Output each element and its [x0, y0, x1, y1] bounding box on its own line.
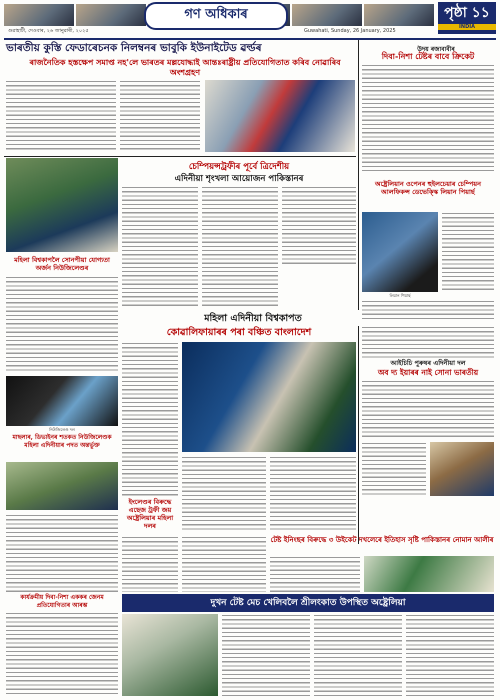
bottom-banner: [122, 594, 494, 612]
dateline-english: Guwahati, Sunday, 26 January, 2025: [304, 28, 396, 34]
wrestling-photo: [205, 80, 355, 152]
mahila-odi-body: [182, 456, 266, 532]
bottom-banner-body: [406, 614, 494, 696]
champions-body: [282, 186, 356, 266]
column-divider: [358, 326, 359, 544]
lead-body-text: [6, 80, 116, 152]
champions-subhead: এদিনীয়া শৃংখলা আয়োজন পাকিস্তানৰ: [174, 174, 304, 184]
page-number-badge: [438, 2, 496, 34]
wheelchair-body: [442, 212, 494, 292]
wheelchair-headline: অষ্ট্ৰেলিয়ান ওপেনৰ হুইলচেয়াৰ চেম্পিয়ন আলফিকন্স ডেভেক্স্কি লিয়ান পিয়াৰ্ছ: [375, 180, 481, 196]
mahila-odi-body: [122, 342, 178, 498]
right-top-body: [362, 64, 494, 174]
mahila-odi-body: [270, 456, 356, 532]
section-label: INDIA: [438, 24, 496, 30]
asian-body: [362, 380, 494, 440]
cricket-team-photo: [6, 158, 118, 252]
masthead-photo: [364, 4, 434, 26]
page-number: পৃষ্ঠা ১১: [444, 5, 490, 21]
right-top-headline: দিবা-নিশা টেষ্টৰ বাবে ক্ৰিকেট: [381, 51, 475, 61]
lead-headline: ভাৰতীয় কুস্তি ফেডাৰেচনক নিলম্বনৰ ভাবুকি ইউনাইটেড ৱৰ্ল্ডৰ: [6, 42, 262, 54]
bottom-banner-headline: দুখন টেষ্ট মেচ খেলিবলৈ শ্ৰীলংকাত উপস্থিত অষ্ট্ৰেলিয়া: [210, 598, 406, 608]
bottom-banner-body: [222, 614, 310, 696]
champions-body: [122, 186, 198, 306]
nz-women-photo: [6, 376, 118, 426]
nz-match-photo: [6, 462, 118, 510]
bottom-left-body: [6, 612, 118, 696]
champions-headline: চেম্পিয়ন্সট্ৰফীৰ পূৰ্বে ত্ৰিদেশীয়: [188, 162, 290, 172]
lead-subhead: ৰাজনৈতিক হস্তক্ষেপ সমাপ্ত নহ'লে ভাৰতৰ মল্লযোদ্ধাই আন্তঃৰাষ্ট্ৰীয় প্ৰতিযোগিতাত কৰিব নোৱাৰিব অংশগ্ৰহণ: [29, 57, 341, 77]
dateline-assamese: গুৱাহাটী, দেওবাৰ, ২৬ জানুৱাৰী, ২০২৫: [8, 28, 89, 34]
cricketer-portrait-photo: [430, 442, 494, 496]
newspaper-brand: গণ অধিকাৰ: [144, 2, 288, 30]
bottom-banner-body: [314, 614, 402, 696]
bottom-left-headline: কাৰ্যক্ৰমীয় দিবা-নিশা এককৰ জেনম প্ৰতিযোগিতাৰ আৰম্ভ: [20, 594, 104, 609]
noman-ali-photo: [364, 556, 494, 592]
masthead-photo: [4, 4, 74, 26]
nz-photo-caption: নিউজিলেণ্ড দল: [49, 427, 75, 432]
mid-right-body: [362, 326, 494, 358]
masthead-photo: [76, 4, 146, 26]
nz-headline: মাছলাৰ, ডিভাইনৰ শতকত নিউজিলেণ্ডক মহিলা এদিনীয়াৰ পদত অন্তৰ্ভুক্ত: [12, 434, 112, 449]
right-top-kicker: উদয় ৰজাবাবীৰ: [417, 46, 455, 53]
women-wc-body: [6, 276, 118, 372]
sri-lanka-team-photo: [122, 614, 218, 696]
mahila-odi-subhead: কোৱালিফায়াৰৰ পৰা বঞ্চিত বাংলাদেশ: [166, 327, 312, 338]
england-body: [122, 536, 178, 592]
nz-body: [6, 514, 118, 592]
champions-body: [202, 186, 278, 306]
women-wc-headline: মহিলা বিশ্বকাপলৈ সোনপীয়া যোগ্যতা অৰ্জন নিউজিলেণ্ডৰ: [14, 256, 110, 272]
wheelchair-photo-caption: লিয়ান পিয়াৰ্ছ: [389, 293, 411, 298]
england-body: [182, 536, 266, 592]
wheelchair-player-photo: [362, 212, 438, 292]
masthead-photo: [292, 4, 362, 26]
masthead: [4, 2, 496, 40]
asian-headline: অব দ্য ইয়াৰৰ নাই সোনা ভাৰতীয়: [377, 368, 479, 377]
test-player-body: [270, 556, 360, 592]
section-divider: [4, 156, 356, 157]
test-player-headline: টেষ্ট ইনিংছৰ বিৰুদ্ধে ৩ উইকেট দখলেৰে ইতিহাস সৃষ্টি পাকিস্তানৰ নোমান আলীৰ: [270, 535, 494, 544]
england-headline: ইংলেণ্ডৰ বিৰুদ্ধে এছেজ ট্ৰফী জয় অষ্ট্ৰেলিয়াৰ মহিলা দলৰ: [126, 498, 174, 530]
asian-body: [362, 442, 426, 496]
asian-kicker: আইচিচি পুৰুষৰ এদিনীয়া দল: [390, 359, 466, 367]
lead-body-text: [120, 80, 200, 152]
mahila-odi-headline: মহিলা এদিনীয়া বিশ্বকাপত: [204, 313, 302, 324]
column-divider: [358, 40, 359, 310]
bangladesh-women-photo: [182, 342, 356, 452]
wheelchair-body: [362, 300, 494, 320]
